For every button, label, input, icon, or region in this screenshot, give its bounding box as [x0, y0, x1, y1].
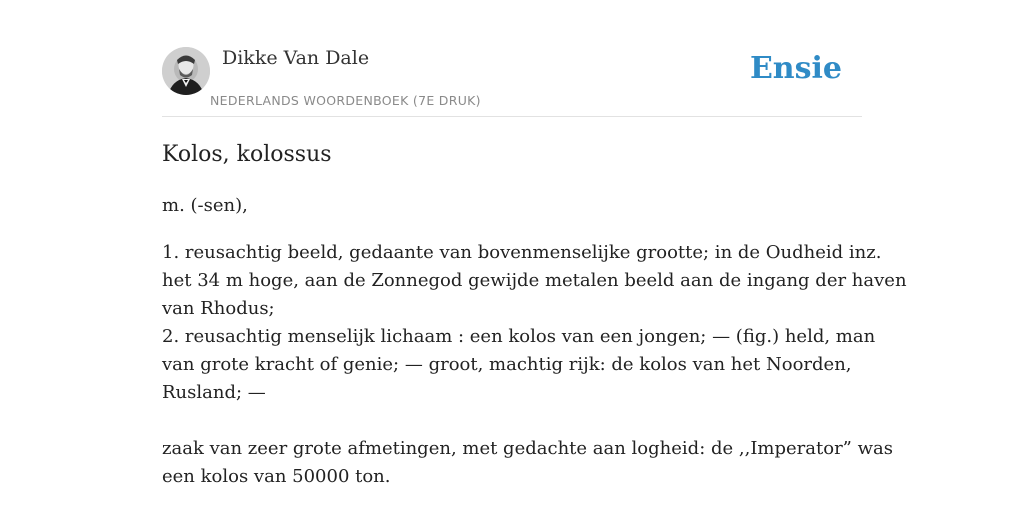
definition-line: Rusland; —: [162, 382, 266, 403]
definition-line: van Rhodus;: [162, 298, 275, 319]
definition-line: 1. reusachtig beeld, gedaante van bovenmenselijke grootte; in de Oudheid inz.: [162, 242, 882, 263]
definition-text: [162, 239, 907, 491]
definition-line: van grote kracht of genie; — groot, machtig rijk: de kolos van het Noorden,: [162, 354, 852, 375]
source-name[interactable]: NEDERLANDS WOORDENBOEK (7E DRUK): [210, 93, 481, 108]
author-name[interactable]: Dikke Van Dale: [222, 47, 370, 69]
definition-line: het 34 m hoge, aan de Zonnegod gewijde metalen beeld aan de ingang der haven: [162, 270, 907, 291]
ensie-logo[interactable]: Ensie: [749, 51, 842, 86]
paragraph-spacer: [162, 407, 862, 435]
entry-header: [162, 0, 862, 117]
author-avatar[interactable]: [162, 47, 210, 95]
entry-title: Kolos, kolossus: [162, 142, 332, 167]
definition-line: zaak van zeer grote afmetingen, met gedachte aan logheid: de ,,Imperator” was: [162, 438, 893, 459]
page: [162, 0, 907, 512]
grammar-note: m. (-sen),: [162, 195, 248, 216]
portrait-image: [162, 47, 210, 95]
definition-line: 2. reusachtig menselijk lichaam : een kolos van een jongen; — (fig.) held, man: [162, 326, 876, 347]
definition-line: een kolos van 50000 ton.: [162, 466, 391, 487]
